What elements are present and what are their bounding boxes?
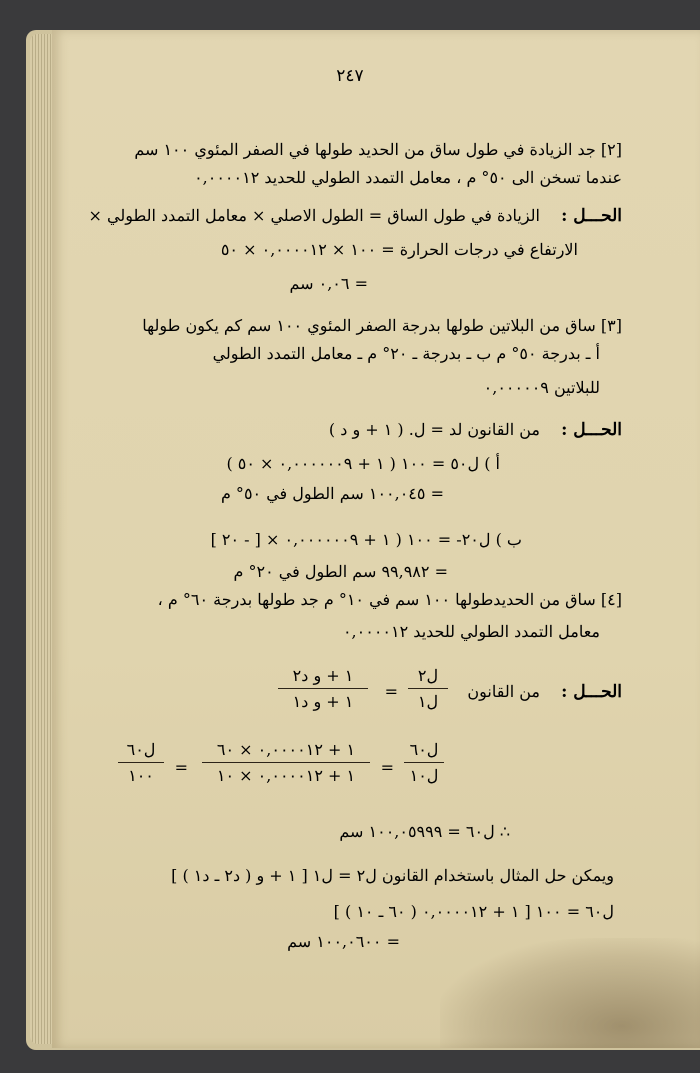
problem2-solution-line2: الارتفاع في درجات الحرارة = ١٠٠ × ٠,٠٠٠٠١٢ × ٥٠ xyxy=(220,240,578,259)
fraction-bar xyxy=(404,762,444,763)
problem3-line3: للبلاتين ٠,٠٠٠٠٠٩ xyxy=(483,378,600,397)
fraction-numerator: ل٦٠ xyxy=(409,740,439,759)
fraction-numeric xyxy=(202,740,370,785)
fraction-numerator: ١ + و د٢ xyxy=(292,666,354,685)
problem3-line1: [٣] ساق من البلاتين طولها بدرجة الصفر المئوي ١٠٠ سم كم يكون طولها xyxy=(142,316,622,335)
problem4-alternative-line1: ويمكن حل المثال باستخدام القانون ل٢ = ل١ [ ١ + و ( د٢ ـ د١ ) ] xyxy=(171,866,614,885)
problem4-alternative-line3: = ١٠٠,٠٦٠٠ سم xyxy=(287,932,400,951)
fraction-1-plus-wd xyxy=(278,666,368,711)
problem2-solution-label: الحـــل : xyxy=(561,206,622,226)
problem2-line1: [٢] جد الزيادة في طول ساق من الحديد طولها في الصفر المئوي ١٠٠ سم xyxy=(134,140,622,159)
problem4-line2: معامل التمدد الطولي للحديد ٠,٠٠٠٠١٢ xyxy=(342,622,600,641)
problem4-line1: [٤] ساق من الحديدطولها ١٠٠ سم في ١٠° م جد طولها بدرجة ٦٠° م ، xyxy=(157,590,622,609)
fraction-denominator: ١ + ٠,٠٠٠٠١٢ × ١٠ xyxy=(216,766,356,785)
problem4-alternative-line2: ل٦٠ = ١٠٠ [ ١ + ٠,٠٠٠٠١٢ ( ٦٠ ـ ١٠ ) ] xyxy=(333,902,614,921)
fraction-denominator: ل١٠ xyxy=(409,766,439,785)
equals-sign-1: = xyxy=(384,682,398,701)
equals-sign-2: = xyxy=(380,758,394,777)
problem3-part-a-line1: أ ) ل٥٠ = ١٠٠ ( ١ + ٠,٠٠٠٠٠٠٩ × ٥٠ ) xyxy=(226,454,500,473)
problem2-solution-line3: = ٠,٠٦ سم xyxy=(289,274,368,293)
fraction-l60-100 xyxy=(118,740,164,785)
problem4-solution-label: الحـــل : xyxy=(561,682,622,702)
fraction-numerator: ١ + ٠,٠٠٠٠١٢ × ٦٠ xyxy=(216,740,356,759)
fraction-denominator: ١٠٠ xyxy=(128,766,154,785)
fraction-bar xyxy=(278,688,368,689)
problem4-result: ∴ ل٦٠ = ١٠٠,٠٥٩٩٩ سم xyxy=(339,822,510,841)
problem3-line2: أ ـ بدرجة ٥٠° م ب ـ بدرجة ـ ٢٠° م ـ معامل التمدد الطولي xyxy=(212,344,600,363)
equals-sign-3: = xyxy=(174,758,188,777)
problem4-law-label: من القانون xyxy=(467,682,540,701)
fraction-denominator: ل١ xyxy=(417,692,439,711)
page-number: ٢٤٧ xyxy=(336,66,364,86)
problem3-part-a-line2: = ١٠٠,٠٤٥ سم الطول في ٥٠° م xyxy=(220,484,444,503)
fraction-bar xyxy=(118,762,164,763)
fraction-bar xyxy=(202,762,370,763)
fraction-l60-l10 xyxy=(404,740,444,785)
water-stain xyxy=(440,938,700,1048)
fraction-numerator: ل٦٠ xyxy=(126,740,156,759)
fraction-bar xyxy=(408,688,448,689)
problem3-part-b-line1: ب ) ل٢٠- = ١٠٠ ( ١ + ٠,٠٠٠٠٠٠٩ × [ - ٢٠ ] xyxy=(210,530,522,549)
problem2-solution-line1: الزيادة في طول الساق = الطول الاصلي × معامل التمدد الطولي × xyxy=(88,206,540,225)
fraction-l2-l1 xyxy=(408,666,448,711)
problem3-solution-line1: من القانون لد = ل. ( ١ + و د ) xyxy=(328,420,540,439)
fraction-numerator: ل٢ xyxy=(417,666,439,685)
problem3-part-b-line2: = ٩٩,٩٨٢ سم الطول في ٢٠° م xyxy=(233,562,448,581)
fraction-denominator: ١ + و د١ xyxy=(292,692,354,711)
problem3-solution-label: الحـــل : xyxy=(561,420,622,440)
problem2-line2: عندما تسخن الى ٥٠° م ، معامل التمدد الطولي للحديد ٠,٠٠٠٠١٢ xyxy=(194,168,622,187)
